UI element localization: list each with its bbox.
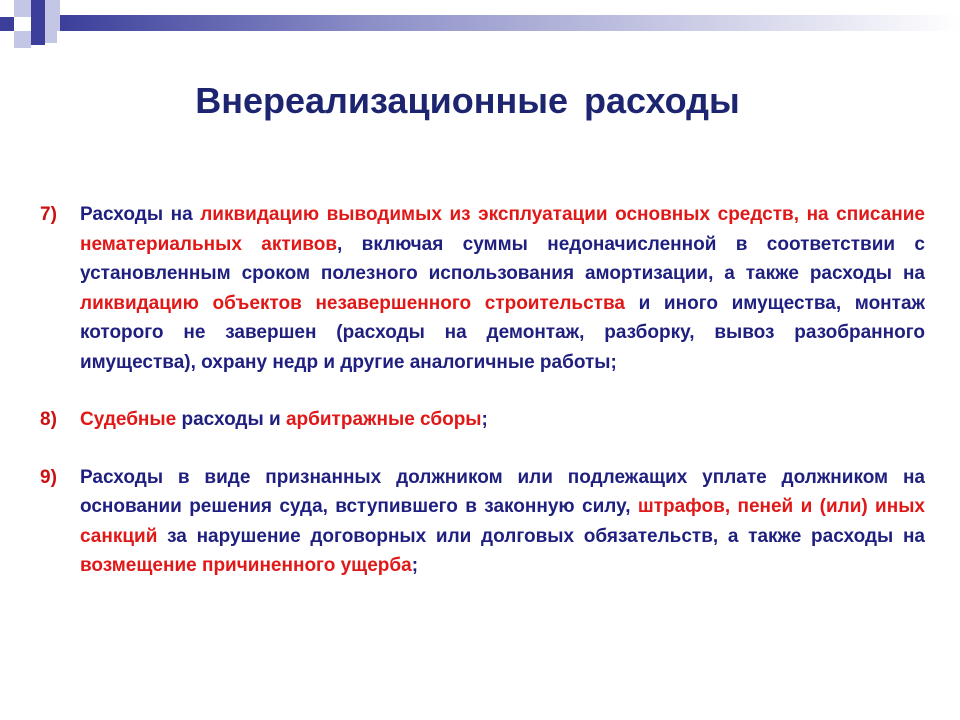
body-text: ; <box>481 409 488 430</box>
deco-square <box>31 14 45 31</box>
body-text: расходы и <box>176 409 286 430</box>
deco-square <box>14 17 31 31</box>
item-text <box>80 409 488 430</box>
item-number: 8) <box>40 409 57 430</box>
expense-list <box>40 200 925 609</box>
corner-decoration <box>0 0 960 60</box>
deco-square <box>31 0 45 14</box>
body-text: за нарушение договорных или долговых обязательств, а также расходы на <box>157 525 925 547</box>
deco-gradient-bar <box>60 15 960 31</box>
highlighted-text: Судебные <box>80 409 177 430</box>
deco-square <box>45 31 57 43</box>
deco-square <box>0 17 14 31</box>
list-item <box>40 405 925 435</box>
item-text <box>80 467 925 577</box>
list-item <box>40 463 925 581</box>
deco-square <box>45 0 60 15</box>
highlighted-text: ликвидацию объектов незавершенного строительства <box>80 292 625 314</box>
body-text: Расходы на <box>80 204 201 225</box>
body-text: и иного имущества, монтаж которого не завершен (расходы на демонтаж, разборку, вывоз разобранного имущества), охрану недр и другие аналогичные работы; <box>80 292 925 373</box>
slide-title: Внереализационные расходы <box>195 80 740 121</box>
deco-square <box>14 0 31 17</box>
highlighted-text: возмещение причиненного ущерба <box>80 555 412 576</box>
item-number: 9) <box>40 466 57 488</box>
body-text: Расходы в виде признанных должником или подлежащих уплате должником на основании решения суда, вступившего в законную силу, <box>80 466 925 517</box>
deco-square <box>45 15 60 31</box>
highlighted-text: ликвидацию выводимых из эксплуатации основных средств, на списание нематериальных активов <box>80 204 925 255</box>
highlighted-text: арбитражные сборы <box>285 409 482 430</box>
item-text <box>80 204 925 373</box>
body-text: ; <box>411 555 419 576</box>
item-number: 7) <box>40 204 57 225</box>
deco-square <box>14 31 31 48</box>
highlighted-text: штрафов, пеней и (или) иных санкций <box>80 496 925 547</box>
list-item <box>40 200 925 377</box>
body-text: , включая суммы недоначисленной в соответствии с установленным сроком полезного использования амортизации, а также расходы на <box>80 233 925 284</box>
deco-square <box>31 31 45 45</box>
